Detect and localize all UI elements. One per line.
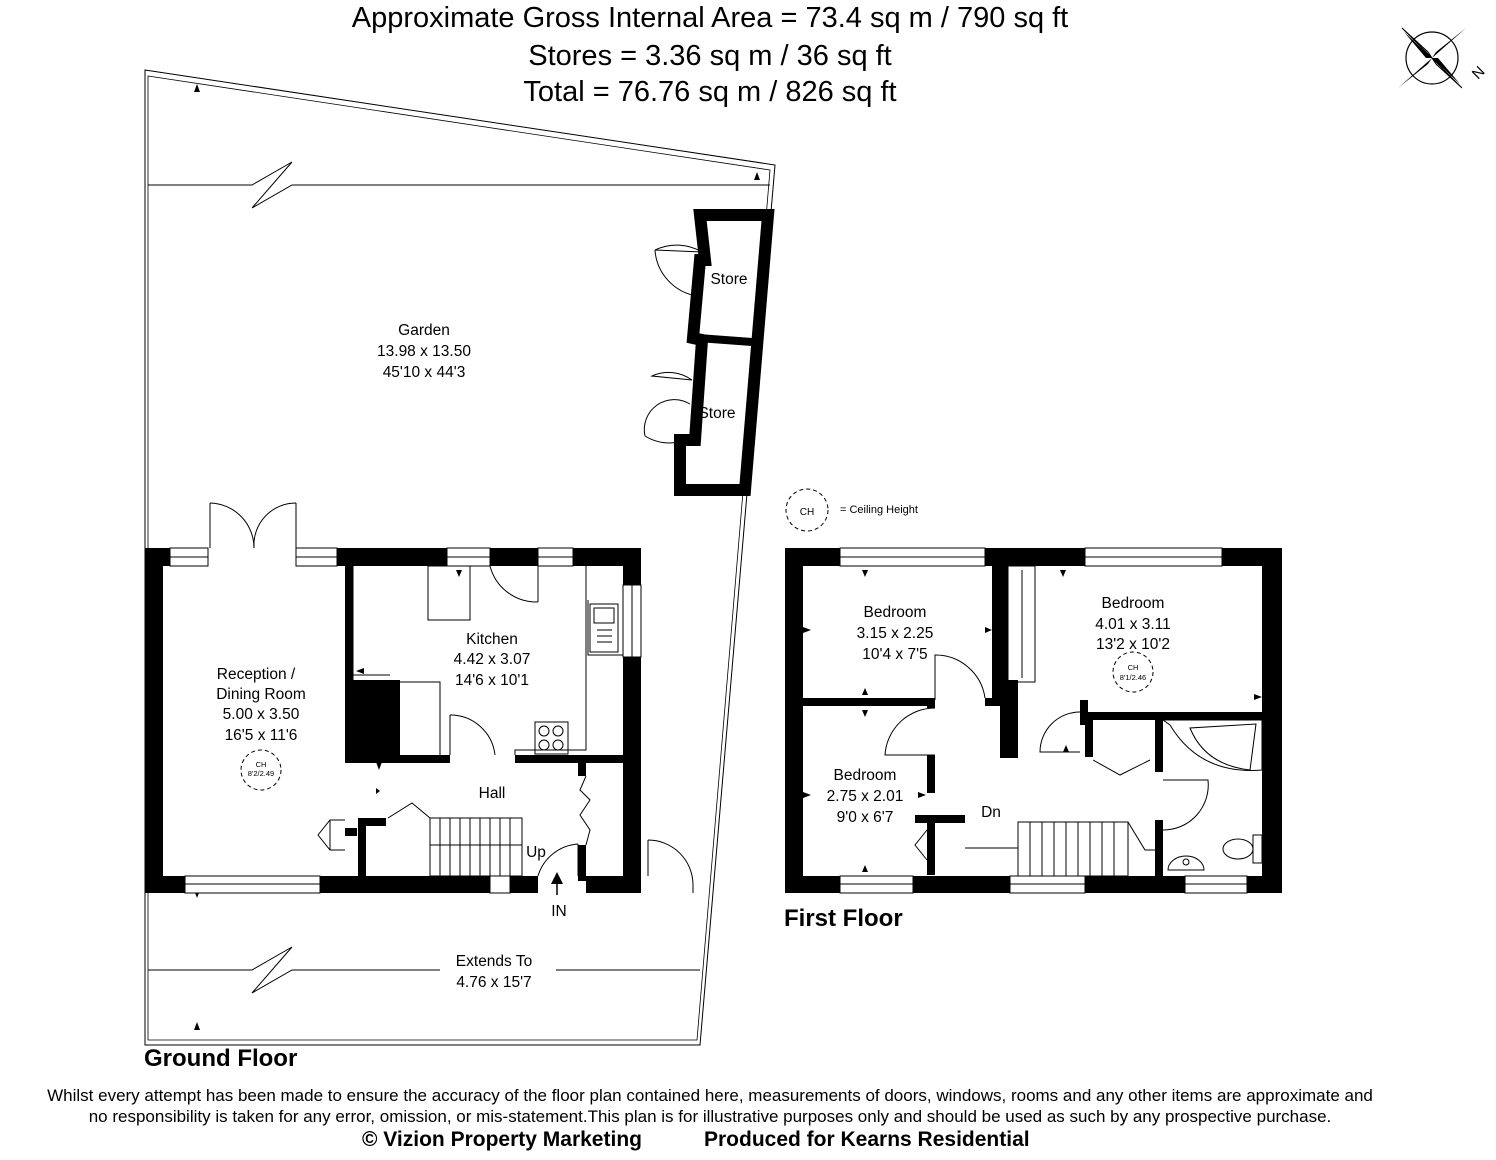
ground-stairs-label: Up: [526, 844, 546, 861]
ground-floor-title: Ground Floor: [144, 1045, 298, 1072]
kitchen-name: Kitchen: [466, 631, 518, 648]
front-name: Extends To: [455, 953, 533, 970]
reception-metric: 5.00 x 3.50: [222, 706, 300, 723]
gross-area-text: Approximate Gross Internal Area = 73.4 sq m / 790 sq ft: [351, 2, 1069, 34]
total-area-text: Total = 76.76 sq m / 826 sq ft: [523, 76, 897, 108]
bedroom-2-name: Bedroom: [1101, 595, 1165, 612]
bedroom-1-metric: 3.15 x 2.25: [856, 625, 934, 642]
reception-name-line2: Dining Room: [216, 686, 306, 703]
produced-for-text: Produced for Kearns Residential: [704, 1128, 1030, 1151]
garden-metric: 13.98 x 13.50: [377, 343, 471, 360]
reception-name-line1: Reception /: [216, 666, 296, 683]
legend-label: = Ceiling Height: [840, 504, 918, 516]
bedroom-3-imperial: 9'0 x 6'7: [836, 809, 894, 826]
kitchen-metric: 4.42 x 3.07: [453, 651, 531, 668]
garden-imperial: 45'10 x 44'3: [382, 364, 466, 381]
bedroom-2-imperial: 13'2 x 10'2: [1095, 636, 1171, 653]
store-2-name: Store: [698, 405, 736, 422]
ground-floor-walls: [145, 548, 641, 893]
bedroom-1-imperial: 10'4 x 7'5: [862, 646, 928, 663]
first-stairs-label: Dn: [981, 804, 1001, 821]
reception-ch-value: 8'2/2.49: [247, 769, 275, 778]
entrance-label: IN: [551, 903, 567, 920]
legend-badge-label: CH: [799, 507, 815, 518]
copyright-text: © Vizion Property Marketing: [362, 1128, 642, 1151]
entrance-arrow-icon: [551, 872, 563, 895]
hall-name: Hall: [478, 785, 506, 802]
bedroom-2-ch-label: CH: [1127, 663, 1139, 672]
disclaimer-line-1: Whilst every attempt has been made to ensure the accuracy of the floor plan contained here, measurements of doors, windows, rooms and any other items are approximate and: [47, 1086, 1373, 1105]
bedroom-1-name: Bedroom: [863, 604, 927, 621]
stores-building: [644, 215, 768, 490]
north-arrow-icon: [1398, 28, 1466, 88]
ceiling-height-badge-bedroom: [1113, 652, 1153, 692]
store-1-name: Store: [710, 271, 748, 288]
bedroom-3-name: Bedroom: [833, 767, 897, 784]
garden-name: Garden: [398, 322, 450, 339]
first-floor-title: First Floor: [784, 905, 903, 932]
reception-ch-label: CH: [255, 760, 267, 769]
disclaimer-line-2: no responsibility is taken for any error, omission, or mis-statement.This plan is for illustrative purposes only and should be used as such by any prospective purchase.: [88, 1107, 1332, 1126]
bedroom-2-ch-value: 8'1/2.46: [1119, 673, 1147, 682]
first-floor-fittings: [885, 566, 1262, 876]
reception-imperial: 16'5 x 11'6: [224, 727, 298, 744]
kitchen-imperial: 14'6 x 10'1: [454, 672, 530, 689]
north-label: N: [1468, 63, 1489, 83]
stores-area-text: Stores = 3.36 sq m / 36 sq ft: [528, 40, 892, 72]
bedroom-3-metric: 2.75 x 2.01: [826, 788, 904, 805]
bedroom-2-metric: 4.01 x 3.11: [1095, 616, 1171, 633]
front-metric: 4.76 x 15'7: [456, 974, 532, 991]
